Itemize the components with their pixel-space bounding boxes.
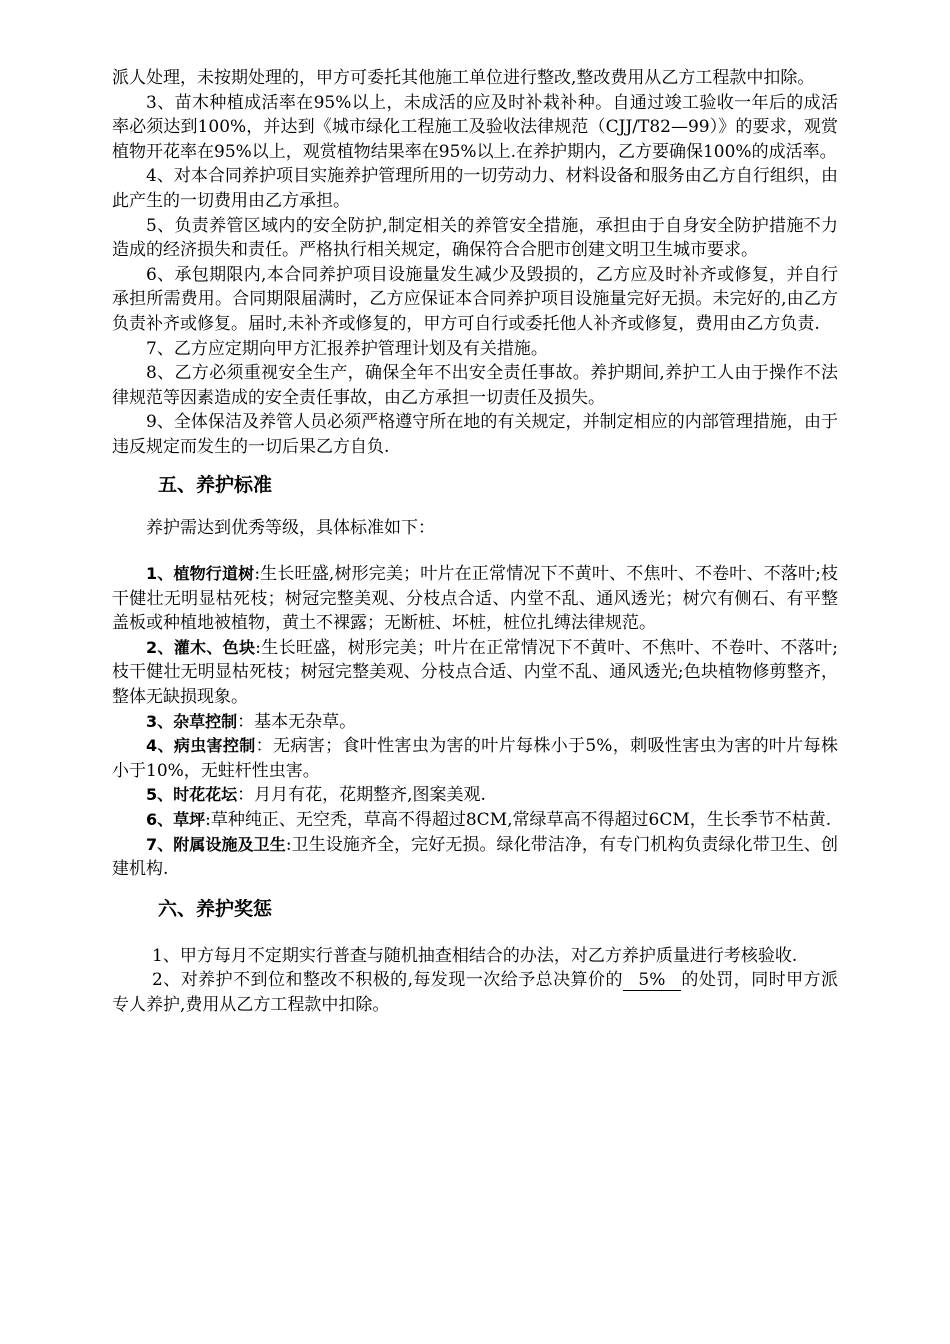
document-page bbox=[112, 66, 838, 1018]
standard-label: 6、草坪 bbox=[146, 810, 206, 830]
standard-item bbox=[112, 562, 838, 636]
clause-7: 7、乙方应定期向甲方汇报养护管理计划及有关措施。 bbox=[146, 338, 548, 359]
standard-label: 1、植物行道树 bbox=[146, 564, 255, 584]
standard-text: :生长旺盛,树形完美；叶片在正常情况下不黄叶、不焦叶、不卷叶、不落叶;枝干健壮无明显枯死枝；树冠完整美观、分枝点合适、内堂不乱、通风透光；树穴有侧石、有平整盖板或种植地被植物，黄土不裸露；无断桩、坏桩，桩位扎缚法律规范。 bbox=[112, 564, 839, 634]
standards-intro: 养护需达到优秀等级，具体标准如下： bbox=[146, 517, 435, 538]
standard-text: ：月月有花，花期整齐,图案美观. bbox=[237, 785, 486, 806]
penalty-rate-blank bbox=[623, 970, 681, 991]
standard-item bbox=[112, 710, 838, 735]
standard-text: :卫生设施齐全，完好无损。绿化带洁净，有专门机构负责绿化带卫生、创建机构. bbox=[112, 834, 838, 880]
standard-item bbox=[112, 808, 838, 833]
standard-label: 7、附属设施及卫生 bbox=[146, 834, 286, 854]
clause-6: 6、承包期限内,本合同养护项目设施量发生减少及毁损的，乙方应及时补齐或修复，并自行承担所需费用。合同期限届满时，乙方应保证本合同养护项目设施量完好无损。未完好的,由乙方负责补齐或修复。届时,未补齐或修复的，甲方可自行或委托他人补齐或修复，费用由乙方负责. bbox=[112, 264, 838, 334]
standard-label: 5、时花花坛 bbox=[146, 785, 238, 805]
section-heading-standards: 五、养护标准 bbox=[158, 473, 273, 496]
clause-5: 5、负责养管区域内的安全防护,制定相关的养管安全措施，承担由于自身安全防护措施不力造成的经济损失和责任。严格执行相关规定，确保符合合肥市创建文明卫生城市要求。 bbox=[112, 215, 838, 261]
standard-text: :生长旺盛，树形完美；叶片在正常情况下不黄叶、不焦叶、不卷叶、不落叶;枝干健壮无明显枯死枝；树冠完整美观、分枝点合适、内堂不乱、通风透光;色块植物修剪整齐，整体无缺损现象。 bbox=[112, 637, 838, 708]
standard-text: ：无病害；食叶性害虫为害的叶片每株小于5%，刺吸性害虫为害的叶片每株小于10%，无蛀杆性虫害。 bbox=[112, 736, 839, 781]
standard-item bbox=[112, 734, 838, 783]
rule-2-text-after: 的处罚，同时甲方派专人养护,费用从乙方工程款中扣除。 bbox=[112, 970, 839, 1015]
clause-8: 8、乙方必须重视安全生产，确保全年不出安全责任事故。养护期间,养护工人由于操作不法律规范等因素造成的安全责任事故，由乙方承担一切责任及损失。 bbox=[112, 363, 838, 408]
standards-list bbox=[112, 562, 838, 882]
clause-9: 9、全体保洁及养管人员必须严格遵守所在地的有关规定，并制定相应的内部管理措施，由于违反规定而发生的一切后果乙方自负. bbox=[112, 412, 838, 457]
standard-label: 2、灌木、色块 bbox=[146, 637, 256, 657]
standard-text: ：基本无杂草。 bbox=[237, 711, 357, 732]
standard-label: 4、病虫害控制 bbox=[146, 736, 256, 756]
standard-item bbox=[112, 636, 838, 710]
penalty-rate-value: 5% bbox=[638, 970, 666, 991]
paragraph-continuation: 派人处理，未按期处理的，甲方可委托其他施工单位进行整改,整改费用从乙方工程款中扣除。 bbox=[112, 68, 815, 88]
standard-item bbox=[112, 833, 838, 882]
standard-item bbox=[112, 783, 838, 808]
rule-2 bbox=[112, 968, 838, 1017]
rule-2-text-before: 2、对养护不到位和整改不积极的,每发现一次给予总决算价的 bbox=[152, 970, 623, 991]
standard-label: 3、杂草控制 bbox=[146, 711, 238, 731]
standard-text: :草种纯正、无空秃，草高不得超过8CM,常绿草高不得超过6CM，生长季节不枯黄. bbox=[205, 810, 832, 831]
clause-4: 4、对本合同养护项目实施养护管理所用的一切劳动力、材料设备和服务由乙方自行组织，由此产生的一切费用由乙方承担。 bbox=[112, 166, 838, 211]
rule-1: 1、甲方每月不定期实行普查与随机抽查相结合的办法，对乙方养护质量进行考核验收. bbox=[152, 945, 798, 966]
section-heading-rewards-penalties: 六、养护奖惩 bbox=[158, 897, 273, 920]
clause-3: 3、苗木种植成活率在95%以上，未成活的应及时补栽补种。自通过竣工验收一年后的成活率必须达到100%，并达到《城市绿化工程施工及验收法律规范（CJJ/T82—99）》的要求，观赏植物开花率在95%以上，观赏植物结果率在95%以上.在养护期内，乙方要确保100%的成活率。 bbox=[112, 92, 838, 162]
